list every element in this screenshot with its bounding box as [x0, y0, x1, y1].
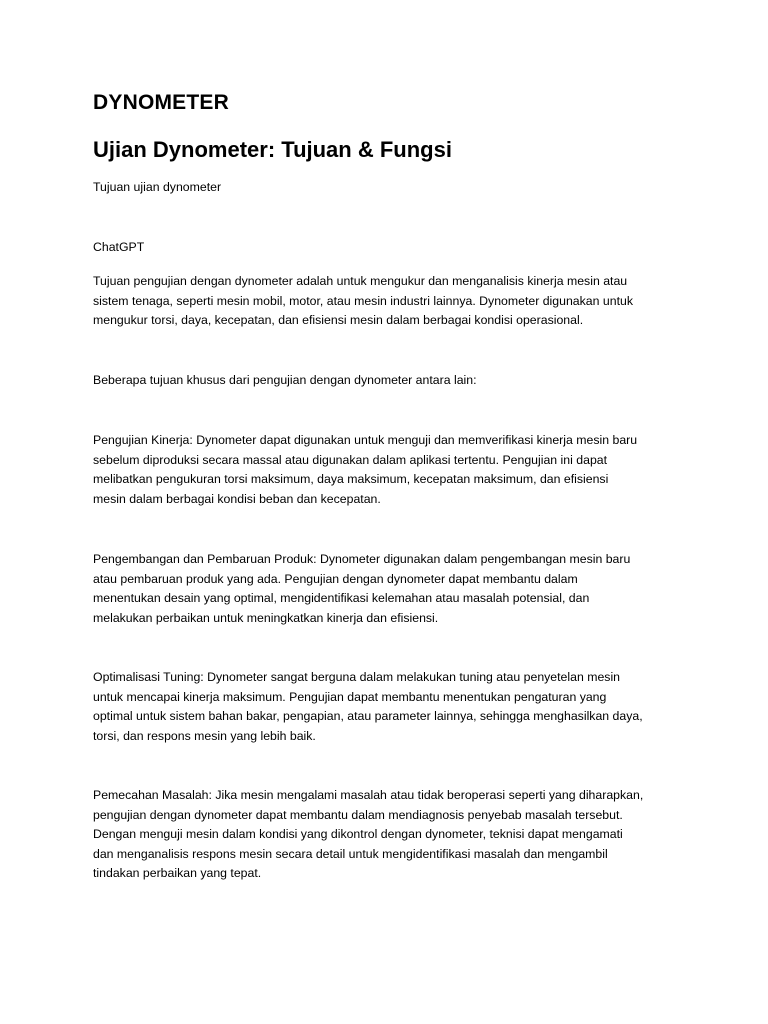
text-line: menentukan desain yang optimal, mengidentifikasi kelemahan atau masalah potensial, dan [93, 591, 590, 605]
paragraph-subtitle [93, 178, 683, 198]
text-line: sistem tenaga, seperti mesin mobil, motor, atau mesin industri lainnya. Dynometer digunakan untuk [93, 293, 633, 308]
paragraph-pengujian-kinerja [93, 431, 683, 509]
text-line: atau pembaruan produk yang ada. Pengujian dengan dynometer dapat membantu dalam [93, 571, 578, 586]
text-line: torsi, dan respons mesin yang lebih baik. [93, 728, 316, 743]
paragraph-source-label [93, 238, 683, 258]
text-line: melibatkan pengukuran torsi maksimum, daya maksimum, kecepatan maksimum, dan efisiensi [93, 472, 609, 486]
text-line: ChatGPT [93, 240, 145, 254]
paragraph-pengembangan [93, 550, 683, 628]
text-line: mesin dalam berbagai kondisi beban dan kecepatan. [93, 491, 381, 506]
text-line: tindakan perbaikan yang tepat. [93, 866, 262, 880]
text-line: Pengembangan dan Pembaruan Produk: Dynometer digunakan dalam pengembangan mesin baru [93, 552, 631, 566]
text-line: Dengan menguji mesin dalam kondisi yang dikontrol dengan dynometer, teknisi dapat mengamati [93, 827, 623, 841]
text-line: melakukan perbaikan untuk meningkatkan kinerja dan efisiensi. [93, 610, 439, 625]
text-line: Pemecahan Masalah: Jika mesin mengalami masalah atau tidak beroperasi seperti yang diharapkan, [93, 788, 644, 802]
paragraph-intro [93, 272, 683, 331]
document-heading: Ujian Dynometer: Tujuan & Fungsi [93, 137, 452, 162]
text-line: sebelum diproduksi secara massal atau digunakan dalam aplikasi tertentu. Pengujian ini dapat [93, 452, 608, 467]
document-title: DYNOMETER [93, 91, 229, 114]
text-line: Tujuan pengujian dengan dynometer adalah untuk mengukur dan menganalisis kinerja mesin atau [93, 274, 628, 288]
paragraph-list-intro [93, 371, 683, 391]
text-line: dan menganalisis respons mesin secara detail untuk mengidentifikasi masalah dan mengambil [93, 846, 608, 861]
text-line: Optimalisasi Tuning: Dynometer sangat berguna dalam melakukan tuning atau penyetelan mesin [93, 670, 621, 684]
text-line: untuk mencapai kinerja maksimum. Pengujian dapat membantu menentukan pengaturan yang [93, 689, 607, 704]
text-line: Pengujian Kinerja: Dynometer dapat digunakan untuk menguji dan memverifikasi kinerja mesin baru [93, 433, 638, 447]
text-line: Tujuan ujian dynometer [93, 180, 222, 194]
text-line: Beberapa tujuan khusus dari pengujian dengan dynometer antara lain: [93, 373, 477, 387]
text-line: optimal untuk sistem bahan bakar, pengapian, atau parameter lainnya, sehingga menghasilkan daya, [93, 709, 643, 723]
text-line: mengukur torsi, daya, kecepatan, dan efisiensi mesin dalam berbagai kondisi operasional. [93, 313, 584, 327]
paragraph-optimalisasi-tuning [93, 668, 683, 746]
text-line: pengujian dengan dynometer dapat membantu dalam mendiagnosis penyebab masalah tersebut. [93, 807, 623, 822]
paragraph-pemecahan-masalah [93, 786, 683, 884]
